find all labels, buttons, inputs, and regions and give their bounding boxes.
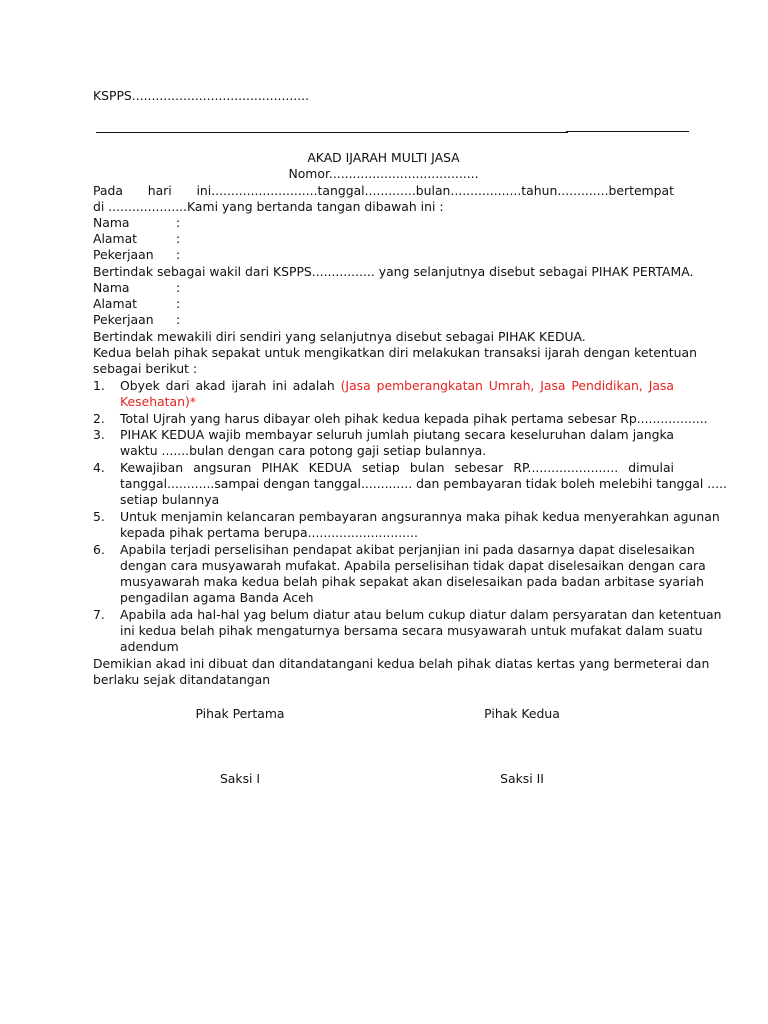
- item-number: 6.: [93, 542, 105, 557]
- item-number: 7.: [93, 607, 105, 622]
- field-label: Nama: [93, 215, 130, 230]
- item-line: ini kedua belah pihak mengaturnya bersama secara musyawarah untuk mufakat dalam suatu: [120, 623, 703, 638]
- document-number: Nomor......................................: [288, 166, 479, 181]
- party1-address-field: [93, 231, 674, 247]
- field-label: Alamat: [93, 231, 138, 246]
- item-line: Untuk menjamin kelancaran pembayaran angsurannya maka pihak kedua menyerahkan agunan: [120, 509, 720, 524]
- opening-word-hari: hari: [147, 183, 172, 198]
- field-label: Alamat: [93, 296, 138, 311]
- item-line: setiap bulannya: [120, 492, 220, 507]
- list-item: [120, 509, 720, 541]
- item-line: kepada pihak pertama berupa............................: [120, 525, 418, 540]
- item-line: Apabila terjadi perselisihan pendapat akibat perjanjian ini pada dasarnya dapat diselesaikan: [120, 542, 695, 557]
- field-colon: :: [176, 247, 181, 262]
- list-item: [120, 542, 706, 606]
- item-line: Apabila ada hal-hal yag belum diatur atau belum cukup diatur dalam persyaratan dan ketentuan: [120, 607, 722, 622]
- field-label: Pekerjaan: [93, 312, 154, 327]
- agreement-intro-line-1: Kedua belah pihak sepakat untuk mengikatkan diri melakukan transaksi ijarah dengan ketentuan: [93, 345, 697, 360]
- field-colon: :: [176, 231, 181, 246]
- list-item: [120, 411, 708, 427]
- closing-line-2: berlaku sejak ditandatangan: [93, 672, 271, 687]
- item-highlight-continued: Kesehatan)*: [120, 394, 196, 409]
- party2-statement: Bertindak mewakili diri sendiri yang selanjutnya disebut sebagai PIHAK KEDUA.: [93, 329, 586, 344]
- item-line: dengan cara musyawarah mufakat. Apabila perselisihan tidak dapat diselesaikan dengan cara: [120, 558, 706, 573]
- field-colon: :: [176, 280, 181, 295]
- item-number: 2.: [93, 411, 105, 426]
- opening-line-2: di ....................Kami yang bertanda tangan dibawah ini :: [93, 199, 444, 214]
- item-line: musyawarah maka kedua belah pihak sepakat akan diselesaikan pada badan arbitase syariah: [120, 574, 704, 589]
- item-number: 1.: [93, 378, 105, 393]
- item-line: PIHAK KEDUA wajib membayar seluruh jumlah piutang secara keseluruhan dalam jangka: [120, 427, 674, 442]
- opening-word-pada: Pada: [93, 183, 123, 198]
- witness2-label: Saksi II: [500, 771, 544, 786]
- field-colon: :: [176, 215, 181, 230]
- party2-occupation-field: [93, 312, 674, 328]
- closing-line-1: Demikian akad ini dibuat dan ditandatangani kedua belah pihak diatas kertas yang bermeterai dan: [93, 656, 710, 671]
- party1-occupation-field: [93, 247, 674, 263]
- field-colon: :: [176, 296, 181, 311]
- party2-name-field: [93, 280, 674, 296]
- item-line: Kewajiban angsuran PIHAK KEDUA setiap bulan sebesar RP....................... dimulai: [120, 460, 674, 475]
- party1-statement: Bertindak sebagai wakil dari KSPPS................ yang selanjutnya disebut sebagai PIHAK PERTAMA.: [93, 264, 694, 279]
- item-line: tanggal............sampai dengan tanggal............. dan pembayaran tidak boleh melebihi tanggal .....: [120, 476, 727, 491]
- agreement-intro-line-2: sebagai berikut :: [93, 361, 198, 376]
- signature-party2-label: Pihak Kedua: [484, 706, 560, 721]
- item-text: Obyek dari akad ijarah ini adalah: [120, 378, 341, 393]
- item-number: 5.: [93, 509, 105, 524]
- list-item: [120, 607, 722, 655]
- item-line: pengadilan agama Banda Aceh: [120, 590, 314, 605]
- witness1-label: Saksi I: [219, 771, 261, 786]
- item-number: 4.: [93, 460, 105, 475]
- list-item: [120, 427, 674, 459]
- opening-line-1: [93, 183, 674, 199]
- list-item: [120, 378, 674, 410]
- document-title: AKAD IJARAH MULTI JASA: [307, 150, 460, 165]
- item-line: adendum: [120, 639, 179, 654]
- item-line: waktu .......bulan dengan cara potong gaji setiap bulannya.: [120, 443, 487, 458]
- field-colon: :: [176, 312, 181, 327]
- header-rule-left: [96, 132, 568, 133]
- item-line: [120, 378, 674, 394]
- signature-party1-label: Pihak Pertama: [195, 706, 285, 721]
- party2-address-field: [93, 296, 674, 312]
- opening-word-rest: ini...........................tanggal.............bulan..................tahun.............bertempat: [196, 183, 674, 198]
- item-highlight: (Jasa pemberangkatan Umrah, Jasa Pendidikan, Jasa: [340, 378, 674, 393]
- header-rule-right: [566, 131, 689, 132]
- party1-name-field: [93, 215, 674, 231]
- kspps-header: KSPPS.............................................: [93, 88, 310, 103]
- field-label: Nama: [93, 280, 130, 295]
- item-number: 3.: [93, 427, 105, 442]
- item-line: Total Ujrah yang harus dibayar oleh pihak kedua kepada pihak pertama sebesar Rp..................: [120, 411, 708, 426]
- field-label: Pekerjaan: [93, 247, 154, 262]
- list-item: [120, 460, 727, 508]
